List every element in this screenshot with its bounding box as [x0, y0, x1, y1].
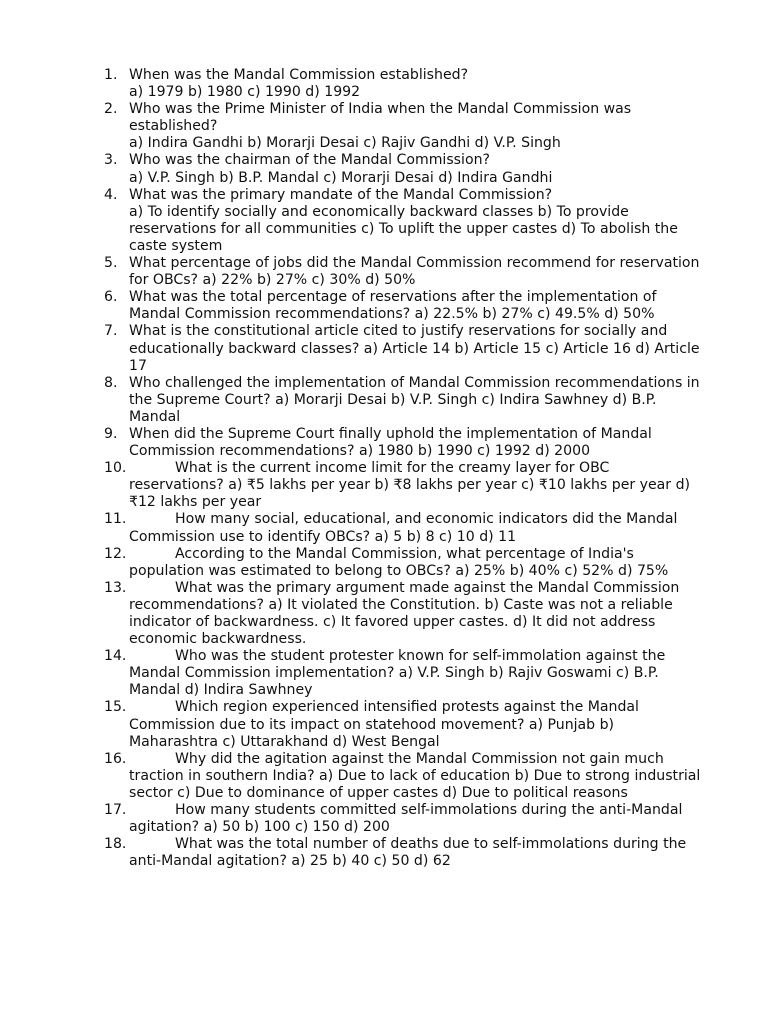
question-item [104, 648, 704, 699]
question-number: 13. [104, 579, 127, 596]
question-item [104, 289, 704, 323]
question-text: What is the current income limit for the creamy layer for OBC reservations? a) ₹5 lakhs per year b) ₹8 lakhs per year c) ₹10 lakhs per year d) ₹12 lakhs per year [129, 460, 691, 511]
question-number: 18. [104, 836, 127, 853]
question-item [104, 187, 704, 255]
question-text: How many students committed self-immolations during the anti-Mandal agitation? a) 50 b) 100 c) 150 d) 200 [129, 802, 683, 836]
question-item [104, 802, 704, 836]
question-item [104, 426, 704, 460]
question-number: 12. [104, 545, 127, 562]
question-number: 4. [104, 186, 118, 203]
question-number: 8. [104, 374, 118, 391]
question-item [104, 255, 704, 289]
question-text: Who was the chairman of the Mandal Commission? a) V.P. Singh b) B.P. Mandal c) Morarji Desai d) Indira Gandhi [129, 152, 553, 186]
question-item [104, 152, 704, 186]
question-text: When did the Supreme Court finally uphold the implementation of Mandal Commission recommendations? a) 1980 b) 1990 c) 1992 d) 2000 [129, 425, 652, 460]
question-number: 5. [104, 255, 118, 272]
question-text: What was the primary mandate of the Mandal Commission? a) To identify socially and economically backward classes b) To provide reservations for all communities c) To uplift the upper castes d) To abolish the caste system [129, 186, 678, 254]
question-number: 1. [104, 67, 118, 83]
question-list [104, 67, 704, 870]
question-number: 11. [104, 511, 127, 528]
question-number: 17. [104, 802, 127, 819]
question-item [104, 375, 704, 426]
question-number: 7. [104, 323, 118, 340]
question-number: 9. [104, 425, 118, 442]
question-number: 3. [104, 152, 118, 169]
question-text: What is the constitutional article cited to justify reservations for socially and educationally backward classes? a) Article 14 b) Article 15 c) Article 16 d) Article 17 [129, 323, 700, 374]
question-item [104, 836, 704, 870]
question-item [104, 67, 704, 101]
question-text: Who challenged the implementation of Mandal Commission recommendations in the Supreme Court? a) Morarji Desai b) V.P. Singh c) Indira Sawhney d) B.P. Mandal [129, 374, 700, 425]
question-text: What percentage of jobs did the Mandal Commission recommend for reservation for OBCs? a) 22% b) 27% c) 30% d) 50% [129, 255, 700, 289]
question-item [104, 751, 704, 802]
question-text: Which region experienced intensified protests against the Mandal Commission due to its impact on statehood movement? a) Punjab b) Maharashtra c) Uttarakhand d) West Bengal [129, 699, 639, 750]
question-text: What was the total percentage of reservations after the implementation of Mandal Commission recommendations? a) 22.5% b) 27% c) 49.5% d) 50% [129, 289, 657, 323]
question-item [104, 511, 704, 545]
question-item [104, 323, 704, 374]
question-number: 10. [104, 460, 127, 477]
question-item [104, 101, 704, 152]
question-text: What was the total number of deaths due to self-immolations during the anti-Mandal agitation? a) 25 b) 40 c) 50 d) 62 [129, 836, 687, 870]
question-text: Who was the Prime Minister of India when the Mandal Commission was established? a) Indira Gandhi b) Morarji Desai c) Rajiv Gandhi d) V.P. Singh [129, 101, 632, 152]
question-number: 15. [104, 699, 127, 716]
question-text: When was the Mandal Commission established? a) 1979 b) 1980 c) 1990 d) 1992 [129, 67, 469, 101]
question-item [104, 546, 704, 580]
question-number: 14. [104, 648, 127, 665]
question-number: 6. [104, 289, 118, 306]
question-text: How many social, educational, and economic indicators did the Mandal Commission use to identify OBCs? a) 5 b) 8 c) 10 d) 11 [129, 511, 678, 545]
question-number: 16. [104, 750, 127, 767]
question-item [104, 699, 704, 750]
question-text: According to the Mandal Commission, what percentage of India's population was estimated to belong to OBCs? a) 25% b) 40% c) 52% d) 75% [129, 545, 669, 579]
question-text: What was the primary argument made against the Mandal Commission recommendations? a) It violated the Constitution. b) Caste was not a reliable indicator of backwardness. c) It favored upper castes. d) It did not address economic backwardness. [129, 579, 680, 648]
question-text: Who was the student protester known for self-immolation against the Mandal Commission implementation? a) V.P. Singh b) Rajiv Goswami c) B.P. Mandal d) Indira Sawhney [129, 648, 666, 699]
question-text: Why did the agitation against the Mandal Commission not gain much traction in southern India? a) Due to lack of education b) Due to strong industrial sector c) Due to dominance of upper castes d) Due to political reasons [129, 750, 701, 801]
question-item [104, 580, 704, 648]
question-item [104, 460, 704, 511]
question-number: 2. [104, 101, 118, 118]
